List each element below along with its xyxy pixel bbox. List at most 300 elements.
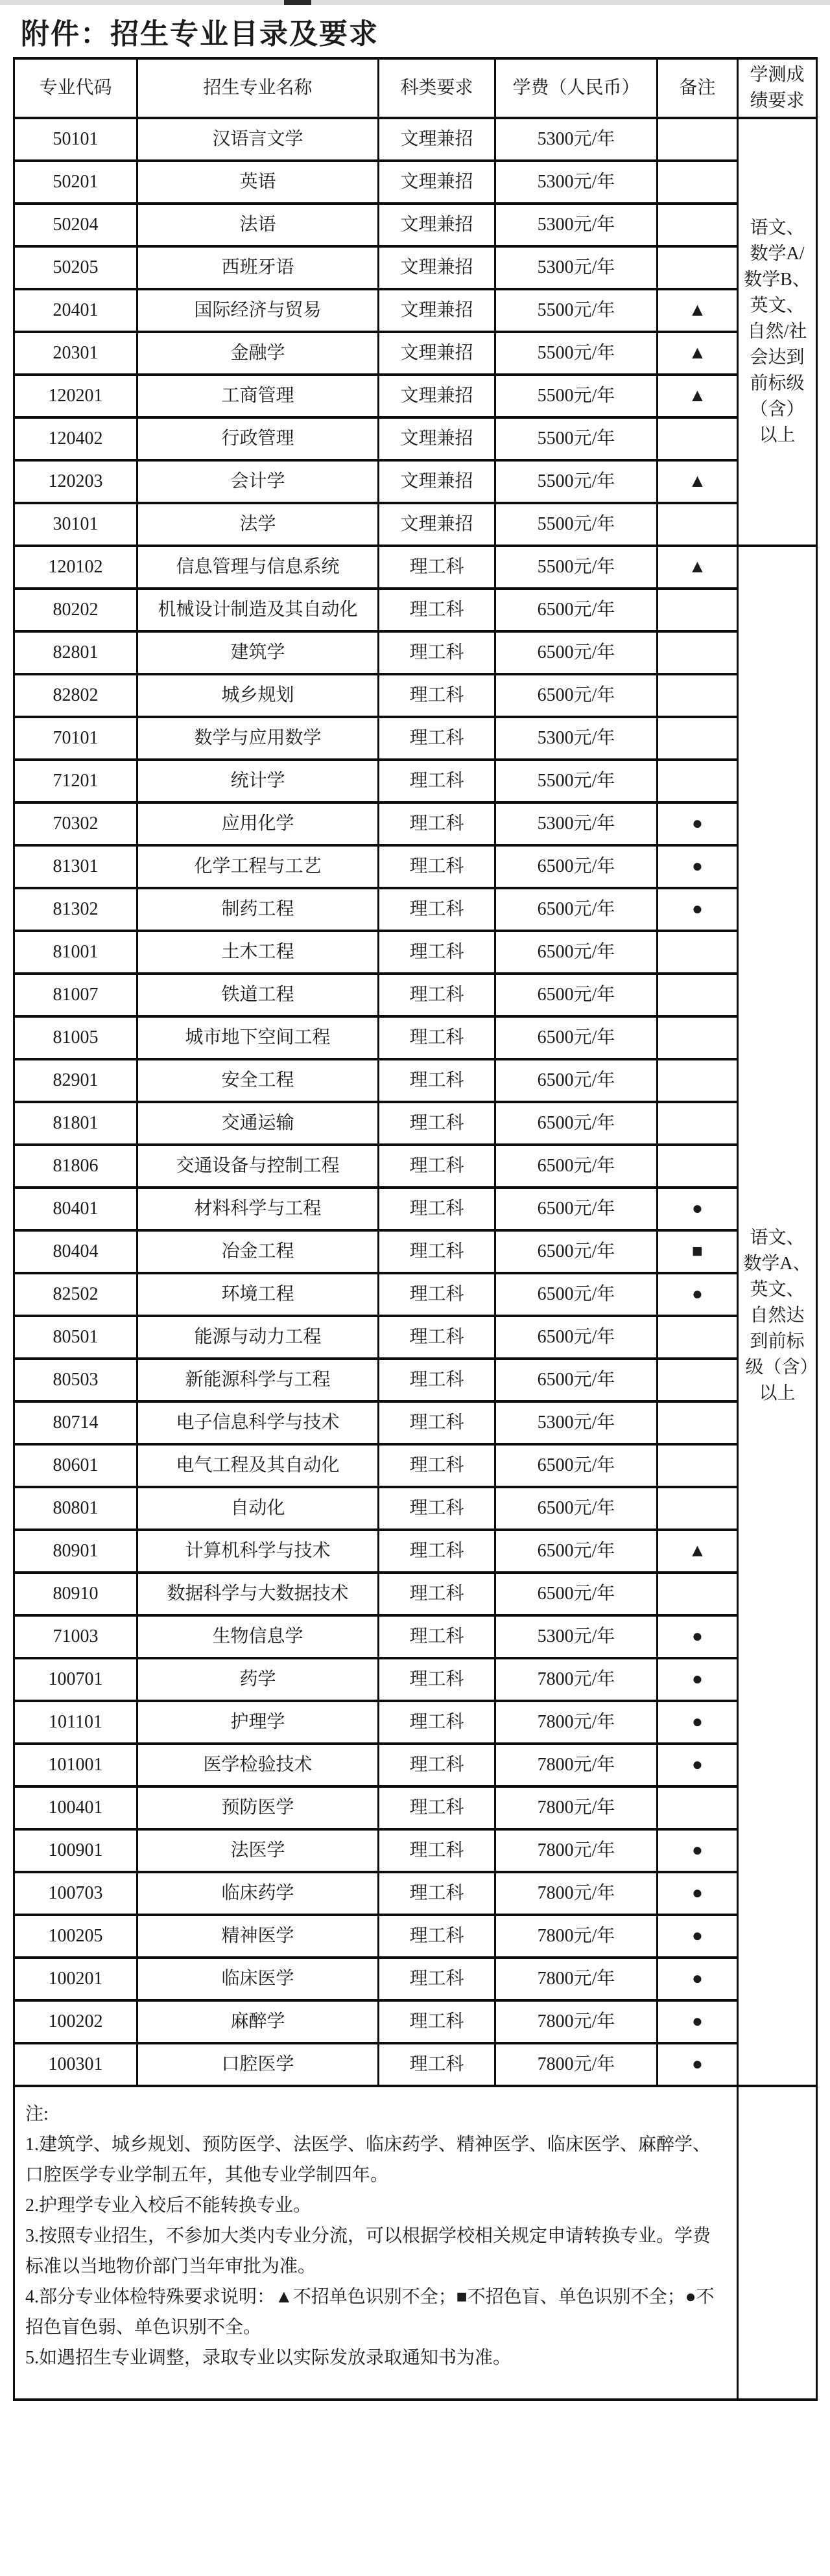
remark-cell: ●	[658, 888, 738, 931]
tuition-cell: 5500元/年	[495, 417, 658, 460]
table-row	[14, 717, 817, 760]
major-code-cell: 80714	[14, 1401, 137, 1444]
table-row	[14, 931, 817, 974]
tuition-cell: 6500元/年	[495, 1230, 658, 1273]
category-cell: 理工科	[379, 1701, 495, 1744]
table-row	[14, 1359, 817, 1401]
remark-cell	[658, 717, 738, 760]
remark-cell	[658, 503, 738, 546]
remark-cell	[658, 1786, 738, 1829]
remark-cell	[658, 674, 738, 717]
tuition-cell: 7800元/年	[495, 1958, 658, 2000]
note-item-4: 4.部分专业体检特殊要求说明：▲不招单色识别不全；■不招色盲、单色识别不全；●不招色盲色弱、单色识别不全。	[25, 2287, 715, 2337]
major-code-cell: 82802	[14, 674, 137, 717]
category-cell: 文理兼招	[379, 118, 495, 161]
major-code-cell: 101001	[14, 1744, 137, 1786]
remark-cell	[658, 1316, 738, 1359]
major-code-cell: 81801	[14, 1102, 137, 1145]
table-row	[14, 589, 817, 631]
table-row	[14, 802, 817, 845]
category-cell: 理工科	[379, 1359, 495, 1401]
major-name-cell: 能源与动力工程	[137, 1316, 379, 1359]
major-name-cell: 交通运输	[137, 1102, 379, 1145]
table-body	[14, 118, 817, 2086]
remark-cell: ▲	[658, 289, 738, 332]
major-code-cell: 81005	[14, 1016, 137, 1059]
remark-cell: ●	[658, 802, 738, 845]
category-cell: 理工科	[379, 1829, 495, 1872]
category-cell: 文理兼招	[379, 417, 495, 460]
table-row	[14, 760, 817, 802]
major-name-cell: 预防医学	[137, 1786, 379, 1829]
major-name-cell: 城乡规划	[137, 674, 379, 717]
category-cell: 理工科	[379, 1915, 495, 1958]
major-code-cell: 50205	[14, 246, 137, 289]
major-name-cell: 数据科学与大数据技术	[137, 1573, 379, 1615]
major-name-cell: 药学	[137, 1658, 379, 1701]
tuition-cell: 5500元/年	[495, 760, 658, 802]
category-cell: 理工科	[379, 2043, 495, 2086]
category-cell: 理工科	[379, 1615, 495, 1658]
scan-artifact-mark	[284, 0, 311, 5]
table-row	[14, 1573, 817, 1615]
category-cell: 理工科	[379, 1530, 495, 1573]
table-row	[14, 1188, 817, 1230]
major-code-cell: 71003	[14, 1615, 137, 1658]
major-name-cell: 数学与应用数学	[137, 717, 379, 760]
tuition-cell: 5300元/年	[495, 1401, 658, 1444]
remark-cell: ■	[658, 1230, 738, 1273]
remark-cell	[658, 1487, 738, 1530]
tuition-cell: 6500元/年	[495, 1016, 658, 1059]
category-cell: 理工科	[379, 589, 495, 631]
remark-cell	[658, 417, 738, 460]
major-name-cell: 统计学	[137, 760, 379, 802]
table-header	[14, 58, 817, 118]
table-row	[14, 1958, 817, 2000]
category-cell: 理工科	[379, 1145, 495, 1188]
major-code-cell: 120201	[14, 375, 137, 417]
category-cell: 理工科	[379, 974, 495, 1016]
category-cell: 理工科	[379, 1016, 495, 1059]
table-row	[14, 1530, 817, 1573]
category-cell: 理工科	[379, 2000, 495, 2043]
tuition-cell: 7800元/年	[495, 1658, 658, 1701]
major-code-cell: 100205	[14, 1915, 137, 1958]
tuition-cell: 5300元/年	[495, 802, 658, 845]
major-name-cell: 化学工程与工艺	[137, 845, 379, 888]
category-cell: 理工科	[379, 1401, 495, 1444]
table-row	[14, 2000, 817, 2043]
remark-cell: ●	[658, 1958, 738, 2000]
notes-label: 注:	[25, 2104, 49, 2124]
tuition-cell: 5300元/年	[495, 717, 658, 760]
tuition-cell: 5500元/年	[495, 332, 658, 375]
tuition-cell: 6500元/年	[495, 1145, 658, 1188]
major-code-cell: 80801	[14, 1487, 137, 1530]
tuition-cell: 6500元/年	[495, 1188, 658, 1230]
tuition-cell: 7800元/年	[495, 1829, 658, 1872]
remark-cell: ●	[658, 1915, 738, 1958]
requirement-cell: 语文、数学A、英文、自然达到前标级（含）以上	[738, 546, 817, 2086]
tuition-cell: 7800元/年	[495, 1872, 658, 1915]
major-name-cell: 安全工程	[137, 1059, 379, 1102]
major-name-cell: 西班牙语	[137, 246, 379, 289]
tuition-cell: 6500元/年	[495, 1444, 658, 1487]
remark-cell	[658, 204, 738, 246]
table-row	[14, 1444, 817, 1487]
major-code-cell: 82901	[14, 1059, 137, 1102]
table-row	[14, 503, 817, 546]
table-row	[14, 674, 817, 717]
major-name-cell: 会计学	[137, 460, 379, 503]
major-name-cell: 生物信息学	[137, 1615, 379, 1658]
category-cell: 理工科	[379, 845, 495, 888]
major-name-cell: 计算机科学与技术	[137, 1530, 379, 1573]
requirement-cell: 语文、数学A/数学B、英文、自然/社会达到前标级（含）以上	[738, 118, 817, 546]
tuition-cell: 5500元/年	[495, 289, 658, 332]
major-name-cell: 护理学	[137, 1701, 379, 1744]
major-code-cell: 50204	[14, 204, 137, 246]
tuition-cell: 6500元/年	[495, 1102, 658, 1145]
tuition-cell: 7800元/年	[495, 1786, 658, 1829]
tuition-cell: 6500元/年	[495, 1487, 658, 1530]
major-code-cell: 120402	[14, 417, 137, 460]
tuition-cell: 6500元/年	[495, 974, 658, 1016]
remark-cell	[658, 589, 738, 631]
tuition-cell: 6500元/年	[495, 888, 658, 931]
category-cell: 文理兼招	[379, 204, 495, 246]
major-name-cell: 医学检验技术	[137, 1744, 379, 1786]
tuition-cell: 6500元/年	[495, 1316, 658, 1359]
remark-cell	[658, 760, 738, 802]
remark-cell: ●	[658, 1701, 738, 1744]
note-item-2: 2.护理学专业入校后不能转换专业。	[25, 2195, 312, 2216]
remark-cell: ▲	[658, 332, 738, 375]
major-code-cell: 100701	[14, 1658, 137, 1701]
major-name-cell: 麻醉学	[137, 2000, 379, 2043]
remark-cell: ●	[658, 1872, 738, 1915]
category-cell: 理工科	[379, 888, 495, 931]
table-row	[14, 1915, 817, 1958]
major-code-cell: 82801	[14, 631, 137, 674]
major-code-cell: 70302	[14, 802, 137, 845]
category-cell: 理工科	[379, 674, 495, 717]
category-cell: 理工科	[379, 1059, 495, 1102]
major-code-cell: 101101	[14, 1701, 137, 1744]
category-cell: 理工科	[379, 1872, 495, 1915]
table-row	[14, 1872, 817, 1915]
category-cell: 理工科	[379, 1444, 495, 1487]
major-name-cell: 金融学	[137, 332, 379, 375]
major-code-cell: 80501	[14, 1316, 137, 1359]
tuition-cell: 6500元/年	[495, 1359, 658, 1401]
table-row	[14, 118, 817, 161]
major-code-cell: 100401	[14, 1786, 137, 1829]
category-cell: 理工科	[379, 546, 495, 589]
tuition-cell: 5500元/年	[495, 375, 658, 417]
major-name-cell: 临床药学	[137, 1872, 379, 1915]
category-cell: 理工科	[379, 1102, 495, 1145]
category-cell: 理工科	[379, 1744, 495, 1786]
tuition-cell: 5300元/年	[495, 204, 658, 246]
table-row	[14, 1658, 817, 1701]
tuition-cell: 6500元/年	[495, 589, 658, 631]
category-cell: 理工科	[379, 1958, 495, 2000]
major-name-cell: 交通设备与控制工程	[137, 1145, 379, 1188]
col-header-remark: 备注	[658, 58, 738, 118]
major-code-cell: 100901	[14, 1829, 137, 1872]
remark-cell: ●	[658, 1615, 738, 1658]
category-cell: 文理兼招	[379, 246, 495, 289]
tuition-cell: 5500元/年	[495, 546, 658, 589]
note-item-5: 5.如遇招生专业调整，录取专业以实际发放录取通知书为准。	[25, 2348, 512, 2368]
major-name-cell: 机械设计制造及其自动化	[137, 589, 379, 631]
tuition-cell: 5500元/年	[495, 460, 658, 503]
table-row	[14, 1786, 817, 1829]
remark-cell	[658, 246, 738, 289]
major-code-cell: 50101	[14, 118, 137, 161]
remark-cell	[658, 1573, 738, 1615]
major-code-cell: 100201	[14, 1958, 137, 2000]
tuition-cell: 5300元/年	[495, 1615, 658, 1658]
table-row	[14, 2043, 817, 2086]
col-header-category: 科类要求	[379, 58, 495, 118]
tuition-cell: 6500元/年	[495, 845, 658, 888]
remark-cell: ▲	[658, 375, 738, 417]
major-code-cell: 20301	[14, 332, 137, 375]
major-name-cell: 新能源科学与工程	[137, 1359, 379, 1401]
major-code-cell: 100301	[14, 2043, 137, 2086]
page-title: 附件：招生专业目录及要求	[21, 18, 379, 50]
major-code-cell: 81001	[14, 931, 137, 974]
major-name-cell: 行政管理	[137, 417, 379, 460]
remark-cell	[658, 1401, 738, 1444]
table-row	[14, 1230, 817, 1273]
remark-cell: ▲	[658, 1530, 738, 1573]
major-name-cell: 建筑学	[137, 631, 379, 674]
table-row	[14, 1401, 817, 1444]
category-cell: 理工科	[379, 1786, 495, 1829]
remark-cell: ●	[658, 1829, 738, 1872]
major-name-cell: 制药工程	[137, 888, 379, 931]
table-row	[14, 289, 817, 332]
major-name-cell: 城市地下空间工程	[137, 1016, 379, 1059]
table-row	[14, 1016, 817, 1059]
tuition-cell: 7800元/年	[495, 2043, 658, 2086]
major-name-cell: 精神医学	[137, 1915, 379, 1958]
remark-cell	[658, 161, 738, 204]
table-row	[14, 546, 817, 589]
major-code-cell: 100202	[14, 2000, 137, 2043]
table-row	[14, 1615, 817, 1658]
tuition-cell: 7800元/年	[495, 1701, 658, 1744]
major-name-cell: 口腔医学	[137, 2043, 379, 2086]
remark-cell: ●	[658, 1744, 738, 1786]
category-cell: 理工科	[379, 1573, 495, 1615]
major-code-cell: 50201	[14, 161, 137, 204]
major-name-cell: 电子信息科学与技术	[137, 1401, 379, 1444]
major-code-cell: 80202	[14, 589, 137, 631]
major-name-cell: 自动化	[137, 1487, 379, 1530]
category-cell: 理工科	[379, 1230, 495, 1273]
major-code-cell: 81301	[14, 845, 137, 888]
col-header-requirement: 学测成绩要求	[738, 58, 817, 118]
category-cell: 文理兼招	[379, 503, 495, 546]
category-cell: 理工科	[379, 1316, 495, 1359]
col-header-major-name: 招生专业名称	[137, 58, 379, 118]
major-code-cell: 20401	[14, 289, 137, 332]
major-code-cell: 81007	[14, 974, 137, 1016]
remark-cell	[658, 931, 738, 974]
major-name-cell: 法语	[137, 204, 379, 246]
major-name-cell: 冶金工程	[137, 1230, 379, 1273]
tuition-cell: 5300元/年	[495, 161, 658, 204]
category-cell: 理工科	[379, 631, 495, 674]
category-cell: 理工科	[379, 1188, 495, 1230]
remark-cell	[658, 974, 738, 1016]
remark-cell: ●	[658, 2000, 738, 2043]
remark-cell	[658, 118, 738, 161]
remark-cell: ●	[658, 2043, 738, 2086]
tuition-cell: 7800元/年	[495, 1744, 658, 1786]
category-cell: 文理兼招	[379, 289, 495, 332]
major-code-cell: 80401	[14, 1188, 137, 1230]
major-name-cell: 汉语言文学	[137, 118, 379, 161]
major-code-cell: 80503	[14, 1359, 137, 1401]
major-code-cell: 71201	[14, 760, 137, 802]
table-row	[14, 460, 817, 503]
major-code-cell: 81806	[14, 1145, 137, 1188]
table-row	[14, 1059, 817, 1102]
notes-empty-cell	[738, 2086, 817, 2400]
tuition-cell: 6500元/年	[495, 1530, 658, 1573]
major-code-cell: 120203	[14, 460, 137, 503]
category-cell: 文理兼招	[379, 332, 495, 375]
col-header-tuition: 学费（人民币）	[495, 58, 658, 118]
remark-cell: ●	[658, 1273, 738, 1316]
tuition-cell: 6500元/年	[495, 931, 658, 974]
tuition-cell: 5300元/年	[495, 246, 658, 289]
major-code-cell: 80601	[14, 1444, 137, 1487]
major-code-cell: 70101	[14, 717, 137, 760]
scan-artifact-strip	[0, 0, 830, 5]
major-name-cell: 铁道工程	[137, 974, 379, 1016]
remark-cell	[658, 1145, 738, 1188]
category-cell: 文理兼招	[379, 161, 495, 204]
remark-cell	[658, 1102, 738, 1145]
remark-cell: ●	[658, 1658, 738, 1701]
table-row	[14, 1273, 817, 1316]
major-name-cell: 法医学	[137, 1829, 379, 1872]
major-name-cell: 土木工程	[137, 931, 379, 974]
major-code-cell: 100703	[14, 1872, 137, 1915]
major-code-cell: 80901	[14, 1530, 137, 1573]
remark-cell: ▲	[658, 546, 738, 589]
category-cell: 理工科	[379, 760, 495, 802]
major-name-cell: 环境工程	[137, 1273, 379, 1316]
major-code-cell: 81302	[14, 888, 137, 931]
remark-cell	[658, 1359, 738, 1401]
major-code-cell: 120102	[14, 546, 137, 589]
major-name-cell: 电气工程及其自动化	[137, 1444, 379, 1487]
category-cell: 理工科	[379, 931, 495, 974]
major-name-cell: 工商管理	[137, 375, 379, 417]
tuition-cell: 7800元/年	[495, 2000, 658, 2043]
table-row	[14, 1316, 817, 1359]
header-row	[14, 58, 817, 118]
table-row	[14, 974, 817, 1016]
tuition-cell: 6500元/年	[495, 1059, 658, 1102]
major-code-cell: 80404	[14, 1230, 137, 1273]
category-cell: 理工科	[379, 1658, 495, 1701]
table-row	[14, 1829, 817, 1872]
remark-cell	[658, 1059, 738, 1102]
table-row	[14, 375, 817, 417]
table-row	[14, 888, 817, 931]
major-code-cell: 82502	[14, 1273, 137, 1316]
tuition-cell: 7800元/年	[495, 1915, 658, 1958]
category-cell: 理工科	[379, 717, 495, 760]
tuition-cell: 5300元/年	[495, 118, 658, 161]
table-row	[14, 161, 817, 204]
remark-cell: ●	[658, 845, 738, 888]
category-cell: 理工科	[379, 1487, 495, 1530]
col-header-major-code: 专业代码	[14, 58, 137, 118]
tuition-cell: 5500元/年	[495, 503, 658, 546]
remark-cell: ●	[658, 1188, 738, 1230]
category-cell: 文理兼招	[379, 460, 495, 503]
table-row	[14, 417, 817, 460]
category-cell: 文理兼招	[379, 375, 495, 417]
table-row	[14, 1487, 817, 1530]
major-name-cell: 材料科学与工程	[137, 1188, 379, 1230]
table-row	[14, 1102, 817, 1145]
major-catalog-table	[13, 57, 818, 2401]
major-code-cell: 80910	[14, 1573, 137, 1615]
table-row	[14, 1145, 817, 1188]
remark-cell	[658, 1444, 738, 1487]
tuition-cell: 6500元/年	[495, 674, 658, 717]
category-cell: 理工科	[379, 1273, 495, 1316]
major-name-cell: 英语	[137, 161, 379, 204]
major-name-cell: 临床医学	[137, 1958, 379, 2000]
note-item-1: 1.建筑学、城乡规划、预防医学、法医学、临床药学、精神医学、临床医学、麻醉学、口腔医学专业学制五年，其他专业学制四年。	[25, 2135, 711, 2185]
remark-cell: ▲	[658, 460, 738, 503]
category-cell: 理工科	[379, 802, 495, 845]
table-row	[14, 1701, 817, 1744]
table-row	[14, 1744, 817, 1786]
notes-row	[14, 2086, 817, 2400]
tuition-cell: 6500元/年	[495, 1573, 658, 1615]
table-row	[14, 246, 817, 289]
table-row	[14, 631, 817, 674]
major-name-cell: 国际经济与贸易	[137, 289, 379, 332]
note-item-3: 3.按照专业招生，不参加大类内专业分流，可以根据学校相关规定申请转换专业。学费标准以当地物价部门当年审批为准。	[25, 2226, 711, 2277]
major-name-cell: 应用化学	[137, 802, 379, 845]
notes-cell	[14, 2086, 738, 2400]
major-name-cell: 信息管理与信息系统	[137, 546, 379, 589]
remark-cell	[658, 1016, 738, 1059]
tuition-cell: 6500元/年	[495, 631, 658, 674]
tuition-cell: 6500元/年	[495, 1273, 658, 1316]
table-row	[14, 204, 817, 246]
remark-cell	[658, 631, 738, 674]
major-code-cell: 30101	[14, 503, 137, 546]
table-row	[14, 332, 817, 375]
table-footer	[14, 2086, 817, 2400]
major-name-cell: 法学	[137, 503, 379, 546]
